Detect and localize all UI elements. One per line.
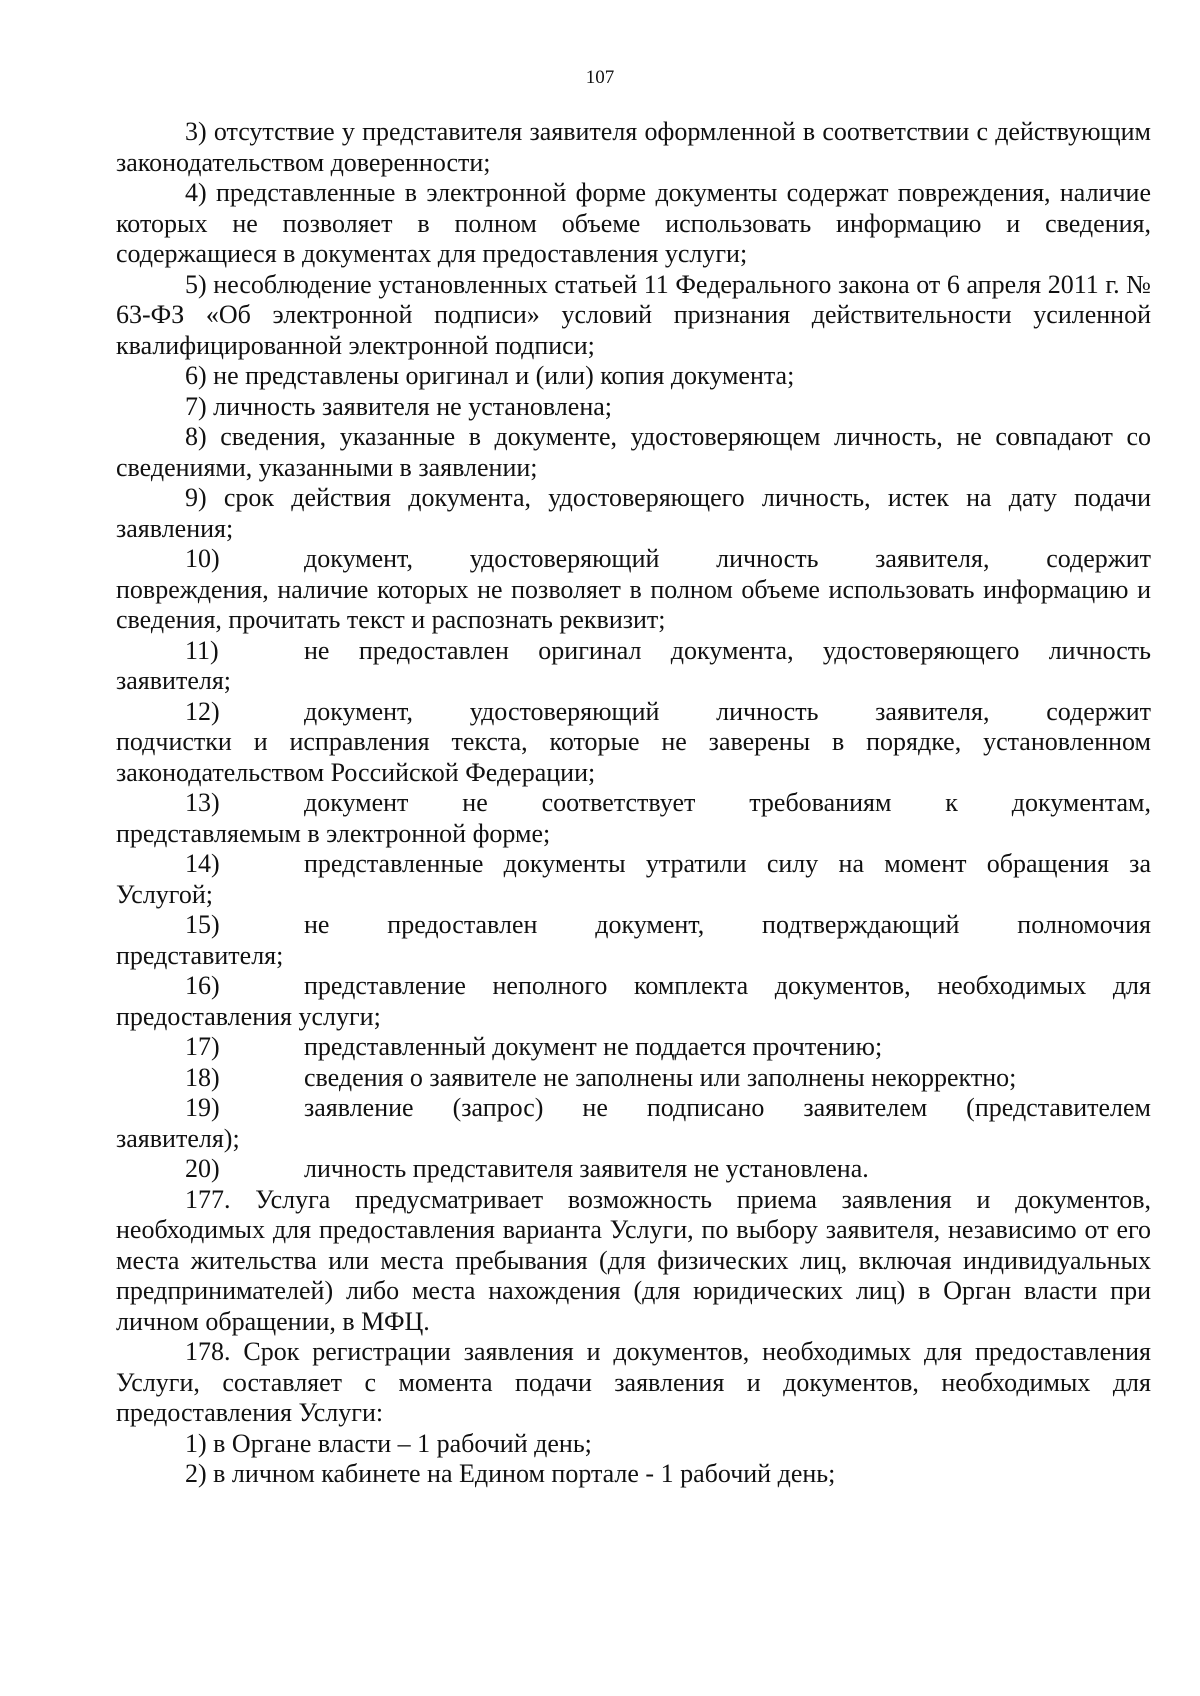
item-text-continuation: заявителя; xyxy=(116,666,232,695)
paragraph-178-item-1: 1) в Органе власти – 1 рабочий день; xyxy=(185,1428,592,1458)
item-text-lead: не предоставлен оригинал документа, удостоверяющего личность xyxy=(304,635,1151,665)
item-number: 20) xyxy=(185,1154,220,1183)
item-text-continuation: подчистки и исправления текста, которые не заверены в порядке, установленном законодательством Российской Федерации; xyxy=(116,727,1151,787)
list-item-18 xyxy=(116,1063,1151,1094)
item-number: 17) xyxy=(185,1032,220,1061)
item-text-continuation: представителя; xyxy=(116,940,284,970)
list-item-17 xyxy=(116,1032,1151,1063)
item-number: 16) xyxy=(185,971,220,1000)
paragraph-178-item-2: 2) в личном кабинете на Едином портале - 1 рабочий день; xyxy=(185,1459,836,1488)
paragraph-item-8: 8) сведения, указанные в документе, удостоверяющем личность, не совпадают со сведениями, указанными в заявлении; xyxy=(116,422,1151,482)
list-item-12 xyxy=(116,697,1151,789)
item-text-continuation: предоставления услуги; xyxy=(116,1001,381,1031)
item-text-lead: сведения о заявителе не заполнены или заполнены некорректно; xyxy=(304,1062,1017,1092)
list-item-20 xyxy=(116,1154,1151,1185)
item-text-lead: заявление (запрос) не подписано заявителем (представителем xyxy=(304,1093,1151,1122)
item-text-lead: документ, удостоверяющий личность заявителя, содержит xyxy=(304,544,1151,573)
list-item-14 xyxy=(116,849,1151,910)
paragraph-item-3: 3) отсутствие у представителя заявителя оформленной в соответствии с действующим законодательством доверенности; xyxy=(116,117,1151,177)
item-text-continuation: заявителя); xyxy=(116,1123,240,1153)
paragraph-item-4: 4) представленные в электронной форме документы содержат повреждения, наличие которых не позволяет в полном объеме использовать информацию и сведения, содержащиеся в документах для предоставления услуги; xyxy=(116,178,1151,268)
item-number: 14) xyxy=(185,849,220,878)
paragraph-item-6: 6) не представлены оригинал и (или) копия документа; xyxy=(185,361,795,390)
item-number: 13) xyxy=(185,788,220,817)
item-text-continuation: повреждения, наличие которых не позволяет в полном объеме использовать информацию и сведения, прочитать текст и распознать реквизит; xyxy=(116,574,1151,634)
item-number: 19) xyxy=(185,1093,220,1122)
item-text-lead: не предоставлен документ, подтверждающий полномочия xyxy=(304,910,1151,939)
paragraph-178: 178. Срок регистрации заявления и документов, необходимых для предоставления Услуги, составляет с момента подачи заявления и документов, необходимых для предоставления Услуги: xyxy=(116,1337,1151,1427)
list-item-19 xyxy=(116,1093,1151,1154)
item-text-lead: представленные документы утратили силу на момент обращения за xyxy=(304,849,1151,878)
list-item-10 xyxy=(116,544,1151,636)
item-number: 10) xyxy=(185,544,220,573)
item-text-lead: представление неполного комплекта документов, необходимых для xyxy=(304,971,1151,1000)
paragraph-item-5: 5) несоблюдение установленных статьей 11 Федерального закона от 6 апреля 2011 г. № 63-ФЗ «Об электронной подписи» условий признания действительности усиленной квалифицированной электронной подписи; xyxy=(116,269,1151,360)
item-text-lead: представленный документ не поддается прочтению; xyxy=(304,1032,883,1061)
item-number: 15) xyxy=(185,910,220,939)
list-item-15 xyxy=(116,910,1151,971)
list-item-11 xyxy=(116,636,1151,697)
item-text-lead: документ не соответствует требованиям к документам, xyxy=(304,788,1151,817)
item-text-lead: документ, удостоверяющий личность заявителя, содержит xyxy=(304,696,1151,726)
item-text-lead: личность представителя заявителя не установлена. xyxy=(304,1154,869,1183)
item-number: 12) xyxy=(185,696,220,726)
item-number: 11) xyxy=(185,635,219,665)
paragraph-item-9: 9) срок действия документа, удостоверяющего личность, истек на дату подачи заявления; xyxy=(116,483,1151,543)
item-number: 18) xyxy=(185,1062,220,1092)
item-text-continuation: представляемым в электронной форме; xyxy=(116,818,551,848)
paragraph-177: 177. Услуга предусматривает возможность приема заявления и документов, необходимых для предоставления варианта Услуги, по выбору заявителя, независимо от его места жительства или места пребывания (для физических лиц, включая индивидуальных предпринимателей) либо места нахождения (для юридических лиц) в Орган власти при личном обращении, в МФЦ. xyxy=(116,1184,1151,1336)
item-text-continuation: Услугой; xyxy=(116,879,213,909)
list-item-16 xyxy=(116,971,1151,1032)
document-body xyxy=(116,117,1151,1490)
list-item-13 xyxy=(116,788,1151,849)
paragraph-item-7: 7) личность заявителя не установлена; xyxy=(185,391,612,421)
page-number: 107 xyxy=(585,67,615,88)
